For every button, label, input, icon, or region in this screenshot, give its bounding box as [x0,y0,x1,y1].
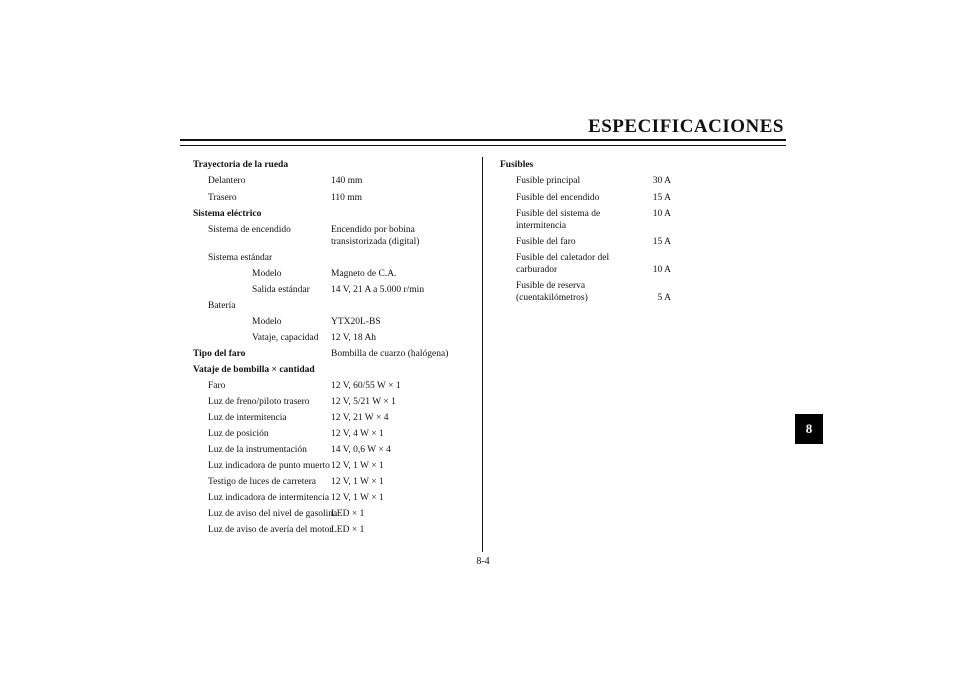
fuse-carb-label-2: carburador [516,265,558,275]
fuse-headlight-label: Fusible del faro [516,237,576,247]
fuse-ignition-value: 15 A [652,193,671,203]
rear-value: 110 mm [331,193,363,203]
fuse-ignition-label: Fusible del encendido [516,193,600,203]
ignition-label: Sistema de encendido [208,225,291,235]
electrical-heading: Sistema eléctrico [193,209,262,219]
fuse-spare-value: 5 A [657,293,671,303]
bulb-value: 12 V, 1 W × 1 [331,493,384,503]
battery-model-value: YTX20L-BS [331,317,381,327]
fuse-spare-label-1: Fusible de reserva [516,281,586,291]
bulb-label: Luz indicadora de intermitencia [208,493,330,503]
fuse-turn-label-2: intermitencia [516,221,567,231]
bulb-label: Luz de freno/piloto trasero [208,397,310,407]
battery-capacity-value: 12 V, 18 Ah [331,333,377,343]
headlight-value: Bombilla de cuarzo (halógena) [331,349,449,359]
bulb-label: Luz indicadora de punto muerto [208,461,330,471]
bulb-label: Luz de intermitencia [208,413,287,423]
headlight-heading: Tipo del faro [193,349,246,359]
bulb-value: 14 V, 0,6 W × 4 [331,445,391,455]
fuse-carb-label-1: Fusible del caletador del [516,253,610,263]
ignition-value-1: Encendido por bobina [331,225,415,235]
fuse-main-value: 30 A [652,176,671,186]
bulb-value: 12 V, 1 W × 1 [331,461,384,471]
bulb-value: 12 V, 21 W × 4 [331,413,389,423]
ignition-value-2: transistorizada (digital) [331,237,420,247]
page-title: ESPECIFICACIONES [588,116,784,137]
fuse-main-label: Fusible principal [516,176,581,186]
column-divider [482,157,483,552]
charging-output-label: Salida estándar [252,285,310,295]
bulb-value: 12 V, 5/21 W × 1 [331,397,396,407]
charging-label: Sistema estándar [208,253,273,263]
header-rule [180,139,786,146]
bulb-label: Luz de posición [208,429,269,439]
trail-heading: Trayectoria de la rueda [193,160,289,170]
bulb-label: Luz de la instrumentación [208,445,307,455]
bulb-value: 12 V, 4 W × 1 [331,429,384,439]
fuse-turn-value: 10 A [652,209,671,219]
fuse-headlight-value: 15 A [652,237,671,247]
fuse-turn-label-1: Fusible del sistema de [516,209,601,219]
rear-label: Trasero [208,193,237,203]
bulb-label: Luz de aviso de avería del motor [208,525,333,535]
battery-model-label: Modelo [252,317,282,327]
chapter-tab: 8 [795,414,823,444]
page-number: 8-4 [476,556,490,567]
charging-model-value: Magneto de C.A. [331,269,397,279]
bulb-value: LED × 1 [331,525,365,535]
fuse-carb-value: 10 A [652,265,671,275]
bulb-label: Luz de aviso del nivel de gasolina [208,509,338,519]
bulb-heading: Vataje de bombilla × cantidad [193,365,315,375]
bulb-label: Testigo de luces de carretera [208,477,316,487]
charging-output-value: 14 V, 21 A a 5.000 r/min [331,285,425,295]
battery-capacity-label: Vataje, capacidad [252,333,319,343]
charging-model-label: Modelo [252,269,282,279]
fuses-heading: Fusibles [500,160,534,170]
fuse-spare-label-2: (cuentakilómetros) [516,293,588,303]
bulb-value: LED × 1 [331,509,365,519]
front-value: 140 mm [331,176,363,186]
bulb-label: Faro [208,381,226,391]
front-label: Delantero [208,176,246,186]
bulb-value: 12 V, 60/55 W × 1 [331,381,401,391]
bulb-value: 12 V, 1 W × 1 [331,477,384,487]
battery-label: Batería [208,301,236,311]
